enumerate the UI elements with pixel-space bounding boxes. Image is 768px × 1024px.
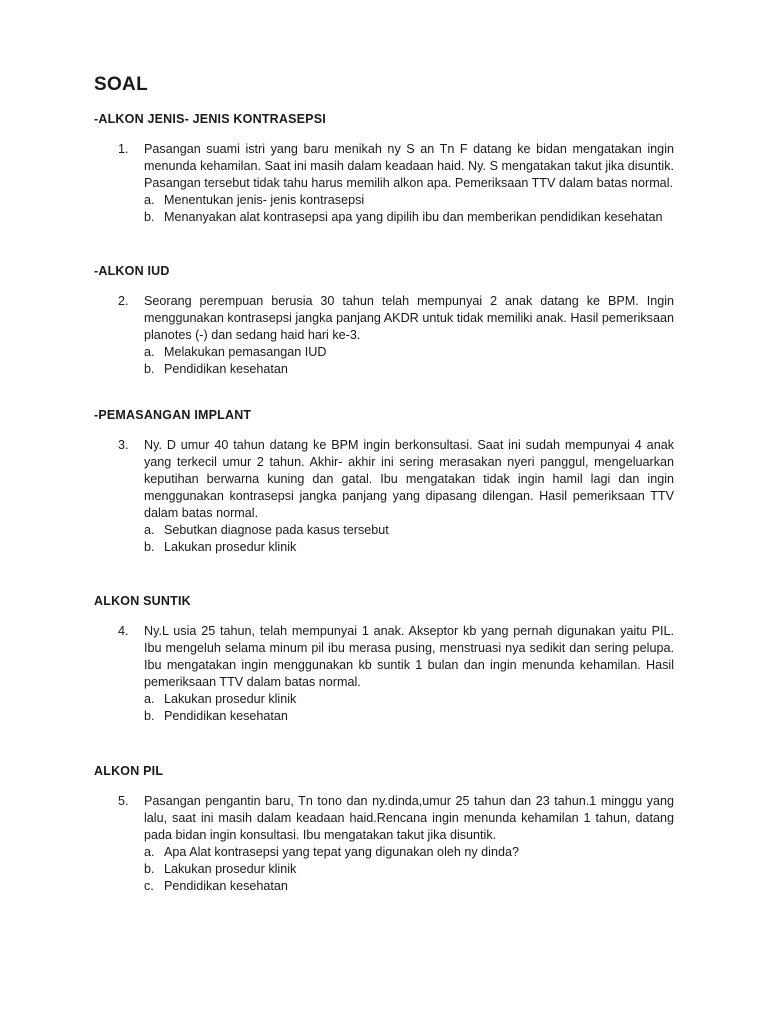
section-alkon-pil	[94, 764, 674, 895]
option-letter: a.	[144, 845, 155, 859]
question-body	[144, 293, 674, 378]
question-text: Ny.L usia 25 tahun, telah mempunyai 1 anak. Akseptor kb yang pernah digunakan yaitu PIL. Ibu mengeluh selama minum pil ibu merasa pusing, menstruasi nya sedikit dan sering pelupa. Ibu mengatakan ingin menggunakan kb suntik 1 bulan dan ingin menunda kehamilan. Hasil pemeriksaan TTV dalam batas normal.	[144, 624, 674, 689]
option-letter: b.	[144, 709, 155, 723]
section-heading: ALKON PIL	[94, 764, 164, 778]
option-item	[144, 539, 674, 556]
question-5	[94, 793, 674, 895]
section-heading: -PEMASANGAN IMPLANT	[94, 408, 252, 422]
question-body	[144, 437, 674, 556]
option-letter: b.	[144, 862, 155, 876]
question-3	[94, 437, 674, 556]
question-body	[144, 623, 674, 725]
question-number: 4.	[118, 624, 129, 638]
option-item	[144, 708, 674, 725]
question-number: 2.	[118, 294, 129, 308]
option-letter: b.	[144, 210, 155, 224]
question-1	[94, 141, 674, 226]
option-list	[144, 522, 674, 556]
section-alkon-suntik	[94, 594, 674, 725]
question-number: 3.	[118, 438, 129, 452]
option-text: Lakukan prosedur klinik	[164, 692, 297, 706]
option-item	[144, 844, 674, 861]
question-text: Seorang perempuan berusia 30 tahun telah mempunyai 2 anak datang ke BPM. Ingin menggunakan kontrasepsi jangka panjang AKDR untuk tidak memiliki anak. Hasil pemeriksaan planotes (-) dan sedang haid hari ke-3.	[144, 294, 674, 342]
option-letter: a.	[144, 692, 155, 706]
question-4	[94, 623, 674, 725]
option-text: Sebutkan diagnose pada kasus tersebut	[164, 523, 389, 537]
question-body	[144, 141, 674, 226]
section-heading: -ALKON JENIS- JENIS KONTRASEPSI	[94, 112, 326, 126]
option-text: Melakukan pemasangan IUD	[164, 345, 327, 359]
option-item	[144, 691, 674, 708]
option-text: Pendidikan kesehatan	[164, 709, 288, 723]
option-item	[144, 861, 674, 878]
option-item	[144, 209, 674, 226]
section-alkon-iud	[94, 264, 674, 378]
question-body	[144, 793, 674, 895]
section-heading: -ALKON IUD	[94, 264, 170, 278]
option-letter: a.	[144, 345, 155, 359]
question-text: Pasangan suami istri yang baru menikah ny S an Tn F datang ke bidan mengatakan ingin menunda kehamilan. Saat ini masih dalam keadaan haid. Ny. S mengatakan takut jika disuntik. Pasangan tersebut tidak tahu harus memilih alkon apa. Pemeriksaan TTV dalam batas normal.	[144, 142, 674, 190]
option-list	[144, 344, 674, 378]
option-text: Lakukan prosedur klinik	[164, 540, 297, 554]
option-text: Lakukan prosedur klinik	[164, 862, 297, 876]
option-text: Pendidikan kesehatan	[164, 362, 288, 376]
option-text: Pendidikan kesehatan	[164, 879, 288, 893]
document-title: SOAL	[94, 74, 148, 95]
option-text: Apa Alat kontrasepsi yang tepat yang digunakan oleh ny dinda?	[164, 845, 519, 859]
option-item	[144, 344, 674, 361]
option-text: Menentukan jenis- jenis kontrasepsi	[164, 193, 365, 207]
option-letter: c.	[144, 879, 154, 893]
section-pemasangan-implant	[94, 408, 674, 556]
option-item	[144, 878, 674, 895]
question-number: 1.	[118, 142, 129, 156]
option-letter: a.	[144, 523, 155, 537]
option-letter: b.	[144, 362, 155, 376]
option-item	[144, 522, 674, 539]
option-list	[144, 192, 674, 226]
option-item	[144, 361, 674, 378]
question-text: Ny. D umur 40 tahun datang ke BPM ingin berkonsultasi. Saat ini sudah mempunyai 4 anak yang terkecil umur 2 tahun. Akhir- akhir ini sering merasakan nyeri panggul, mengeluarkan keputihan berwarna kuning dan gatal. Ibu mengatakan tidak ingin hamil lagi dan ingin menggunakan kontrasepsi jangka panjang yang dipasang dilengan. Hasil pemeriksaan TTV dalam batas normal.	[144, 438, 674, 520]
option-list	[144, 691, 674, 725]
option-list	[144, 844, 674, 895]
question-number: 5.	[118, 794, 129, 808]
option-text: Menanyakan alat kontrasepsi apa yang dipilih ibu dan memberikan pendidikan kesehatan	[164, 210, 663, 224]
question-2	[94, 293, 674, 378]
option-letter: b.	[144, 540, 155, 554]
option-letter: a.	[144, 193, 155, 207]
question-text: Pasangan pengantin baru, Tn tono dan ny.dinda,umur 25 tahun dan 23 tahun.1 minggu yang lalu, saat ini masih dalam keadaan haid.Rencana ingin menunda kehamilan 1 tahun, datang pada bidan ingin konsultasi. Ibu mengatakan takut jika disuntik.	[144, 794, 674, 842]
option-item	[144, 192, 674, 209]
section-jenis-kontrasepsi	[94, 112, 674, 226]
section-heading: ALKON SUNTIK	[94, 594, 191, 608]
